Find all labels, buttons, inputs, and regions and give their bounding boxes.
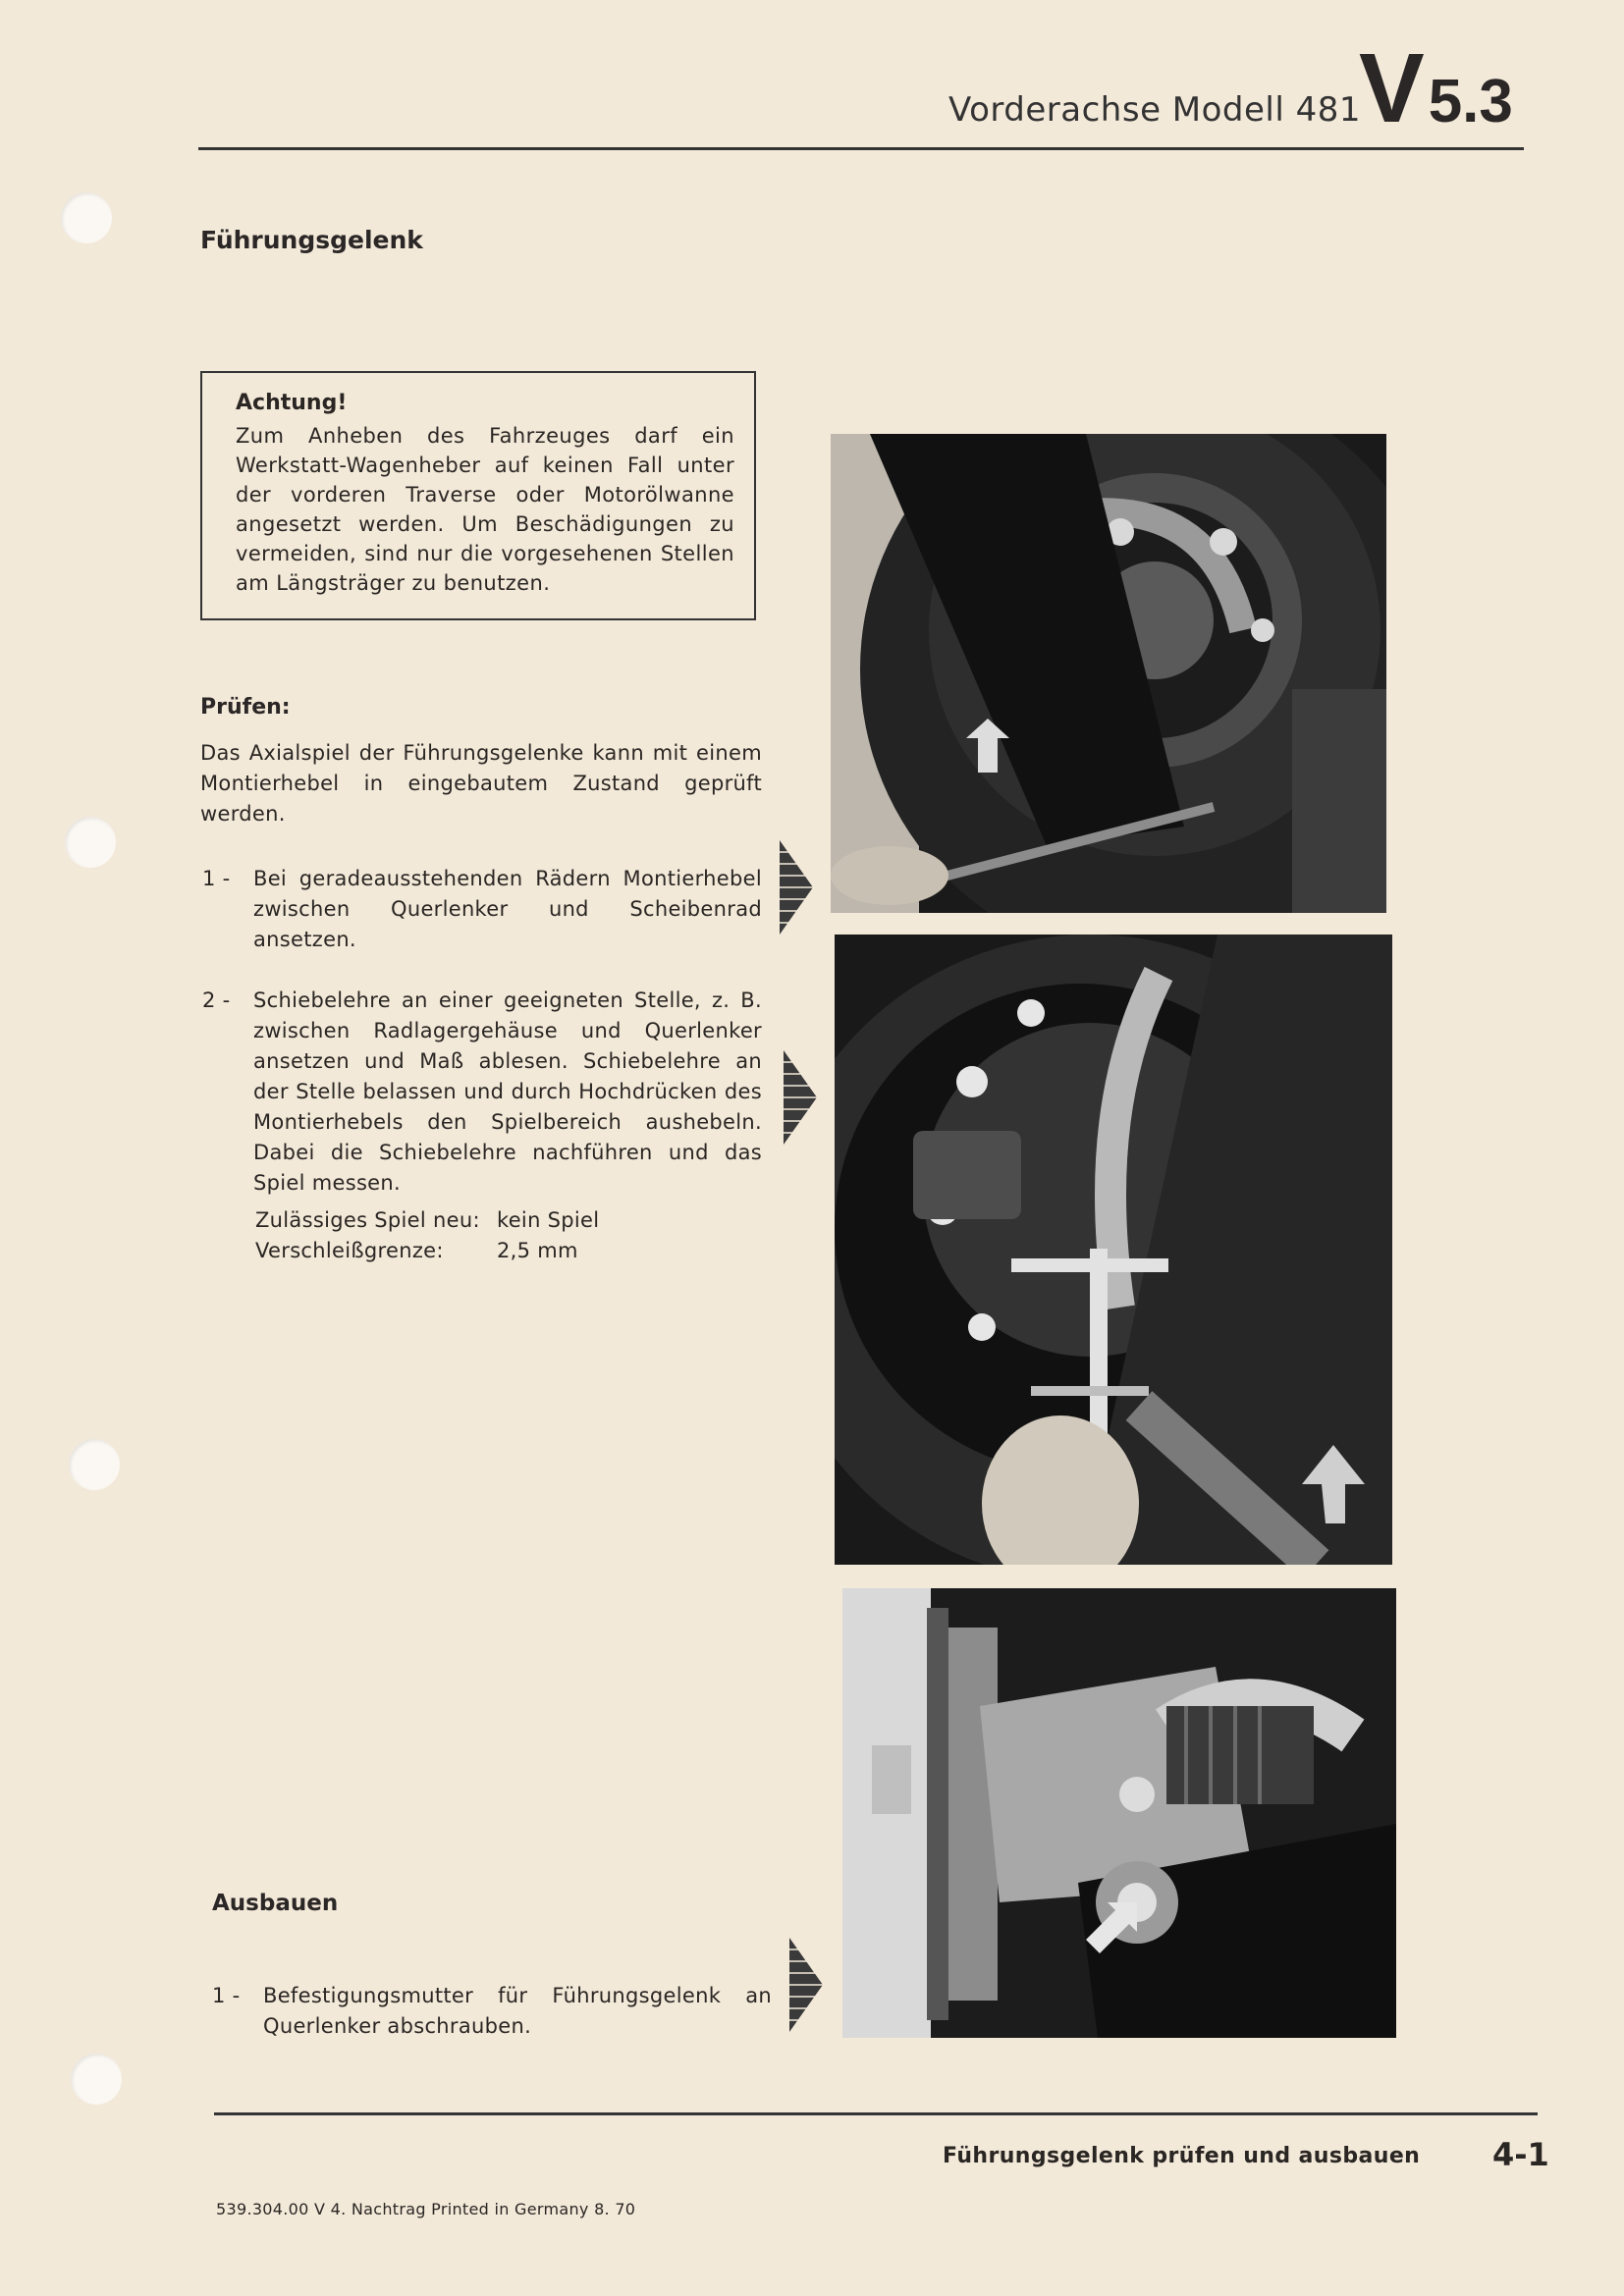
spec-table <box>255 1205 599 1266</box>
warning-box <box>200 371 756 620</box>
remove-heading: Ausbauen <box>212 1891 339 1916</box>
section-title: Führungsgelenk <box>200 226 423 254</box>
step-text: Befestigungsmutter für Führungsgelenk an Querlenker abschrauben. <box>263 1984 772 2038</box>
punch-hole <box>61 192 112 243</box>
photo-nut-removal <box>842 1588 1396 2038</box>
check-heading: Prüfen: <box>200 695 291 720</box>
print-info: 539.304.00 V 4. Nachtrag Printed in Germany 8. 70 <box>216 2200 636 2218</box>
spec-row: Verschleißgrenze: 2,5 mm <box>255 1236 599 1266</box>
step-number: 1 - <box>202 867 231 890</box>
check-step <box>202 864 762 955</box>
footer-rule <box>214 2112 1538 2115</box>
section-code-number: 5.3 <box>1428 68 1513 135</box>
header-rule <box>198 147 1524 150</box>
spec-value: kein Spiel <box>497 1208 600 1232</box>
page-number: 4-1 <box>1492 2136 1549 2173</box>
step-number: 2 - <box>202 988 231 1012</box>
pointer-arrow-icon <box>789 1938 823 2032</box>
warning-text: Zum Anheben des Fahrzeuges darf ein Werkstatt-Wagenheber auf keinen Fall unter der vorderen Traverse oder Motorölwanne angesetzt werden. Um Beschädigungen zu vermeiden, sind nur die vorgesehenen Stellen am Längsträger zu benutzen. <box>236 424 734 595</box>
step-text: Schiebelehre an einer geeigneten Stelle, z. B. zwischen Radlagergehäuse und Querlenker ansetzen und Maß ablesen. Schiebelehre an der Stelle belassen und durch Hochdrücken des Montierhebels den Spielbereich aushebeln. Dabei die Schiebelehre nachführen und das Spiel messen. <box>253 988 762 1195</box>
punch-hole <box>69 1439 120 1490</box>
spec-value: 2,5 mm <box>497 1239 578 1262</box>
check-intro: Das Axialspiel der Führungsgelenke kann mit einem Montierhebel in eingebautem Zustand geprüft werden. <box>200 741 762 826</box>
section-code <box>1359 33 1513 143</box>
photo-lever-position <box>831 434 1386 913</box>
punch-hole <box>71 2054 122 2105</box>
footer-title: Führungsgelenk prüfen und ausbauen <box>943 2144 1421 2168</box>
step-text: Bei geradeausstehenden Rädern Montierhebel zwischen Querlenker und Scheibenrad ansetzen. <box>253 867 762 951</box>
warning-title: Achtung! <box>236 391 348 415</box>
check-step <box>202 986 762 1199</box>
section-code-letter: V <box>1359 33 1425 143</box>
remove-step <box>212 1981 772 2042</box>
punch-hole <box>65 817 116 868</box>
photo-caliper-measurement <box>835 934 1392 1565</box>
step-number: 1 - <box>212 1984 241 2007</box>
pointer-arrow-icon <box>780 840 813 934</box>
spec-row: Zulässiges Spiel neu: kein Spiel <box>255 1205 599 1236</box>
pointer-arrow-icon <box>784 1050 817 1145</box>
header-title: Vorderachse Modell 481 <box>948 90 1362 130</box>
